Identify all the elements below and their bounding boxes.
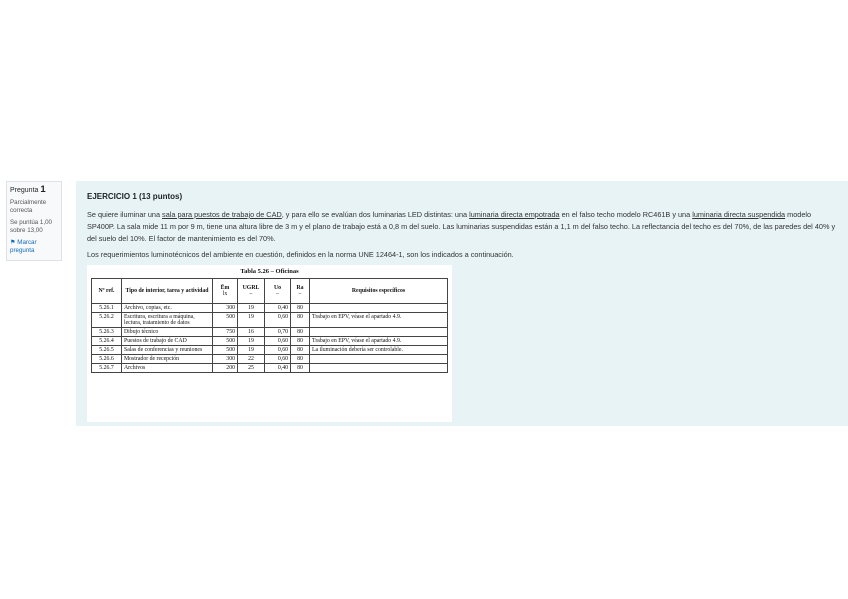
exercise-requirements-intro: Los requerimientos luminotécnicos del ambiente en cuestión, definidos en la norma UNE 12464-1, son los indicados a continuación. xyxy=(87,250,514,259)
requirements-table-image xyxy=(87,265,452,422)
statement-underlined-recessed: luminaria directa empotrada xyxy=(469,210,560,219)
flag-question-label: Marcar pregunta xyxy=(10,239,37,254)
table-row: 5.26.7 Archivos 200 25 0,40 80 xyxy=(92,364,448,373)
header-em: Ēm lx xyxy=(213,279,238,304)
question-content xyxy=(76,181,848,426)
table-header-row xyxy=(92,279,448,304)
question-grade: Se puntúa 1,00 sobre 13,00 xyxy=(10,219,52,234)
exercise-title: EJERCICIO 1 (13 puntos) xyxy=(87,192,183,201)
statement-text: , y para ello se evalúan dos luminarias LED distintas: una xyxy=(281,210,470,219)
header-tipo: Tipo de interior, tarea y actividad xyxy=(122,279,213,304)
header-uo: Uo – xyxy=(265,279,291,304)
header-ref: Nº ref. xyxy=(92,279,122,304)
table-row: 5.26.4 Puestos de trabajo de CAD 500 19 0,60 80 Trabajo en EPV, véase el apartado 4.9. xyxy=(92,337,448,346)
flag-icon: ⚑ xyxy=(10,239,16,246)
question-label: Pregunta xyxy=(10,187,39,194)
requirements-table xyxy=(91,278,448,373)
question-state: Parcialmente correcta xyxy=(10,199,47,214)
question-number xyxy=(10,186,58,195)
header-ugr: UGRL – xyxy=(238,279,265,304)
statement-text: Se quiere iluminar una xyxy=(87,210,163,219)
statement-text: en el falso techo modelo RC461B y una xyxy=(559,210,693,219)
question-number-value: 1 xyxy=(40,184,46,195)
statement-underlined-room: sala para puestos de trabajo de CAD xyxy=(162,210,282,219)
header-req: Requisitos específicos xyxy=(310,279,448,304)
statement-text: modelo SP400P. La sala mide 11 m por 9 m, tiene una altura libre de 3 m y el plano de trabajo está a 0,8 m del suelo. Las luminarias suspendidas están a 1,1 m del falso techo. La reflectancia del techo es del 70%, de las paredes del 40% y del suelo del 10%. El factor de mantenimiento es del 70%. xyxy=(87,210,836,243)
exercise-statement xyxy=(87,209,838,245)
table-row: 5.26.2 Escritura, escritura a máquina, lectura, tratamiento de datos 500 19 0,60 80 Trabajo en EPV, véase el apartado 4.9. xyxy=(92,313,448,328)
table-row: 5.26.1 Archivo, copias, etc. 300 19 0,40 80 xyxy=(92,304,448,313)
table-caption: Tabla 5.26 – Oficinas xyxy=(240,268,299,275)
table-row: 5.26.3 Dibujo técnico 750 16 0,70 80 xyxy=(92,328,448,337)
table-row: 5.26.5 Salas de conferencias y reuniones 500 19 0,60 80 La iluminación debería ser controlable. xyxy=(92,346,448,355)
question-info-panel xyxy=(6,181,62,261)
flag-question-link[interactable] xyxy=(10,239,58,255)
table-row: 5.26.6 Mostrador de recepción 300 22 0,60 80 xyxy=(92,355,448,364)
header-ra: Ra – xyxy=(291,279,310,304)
statement-underlined-suspended: luminaria directa suspendida xyxy=(692,210,786,219)
